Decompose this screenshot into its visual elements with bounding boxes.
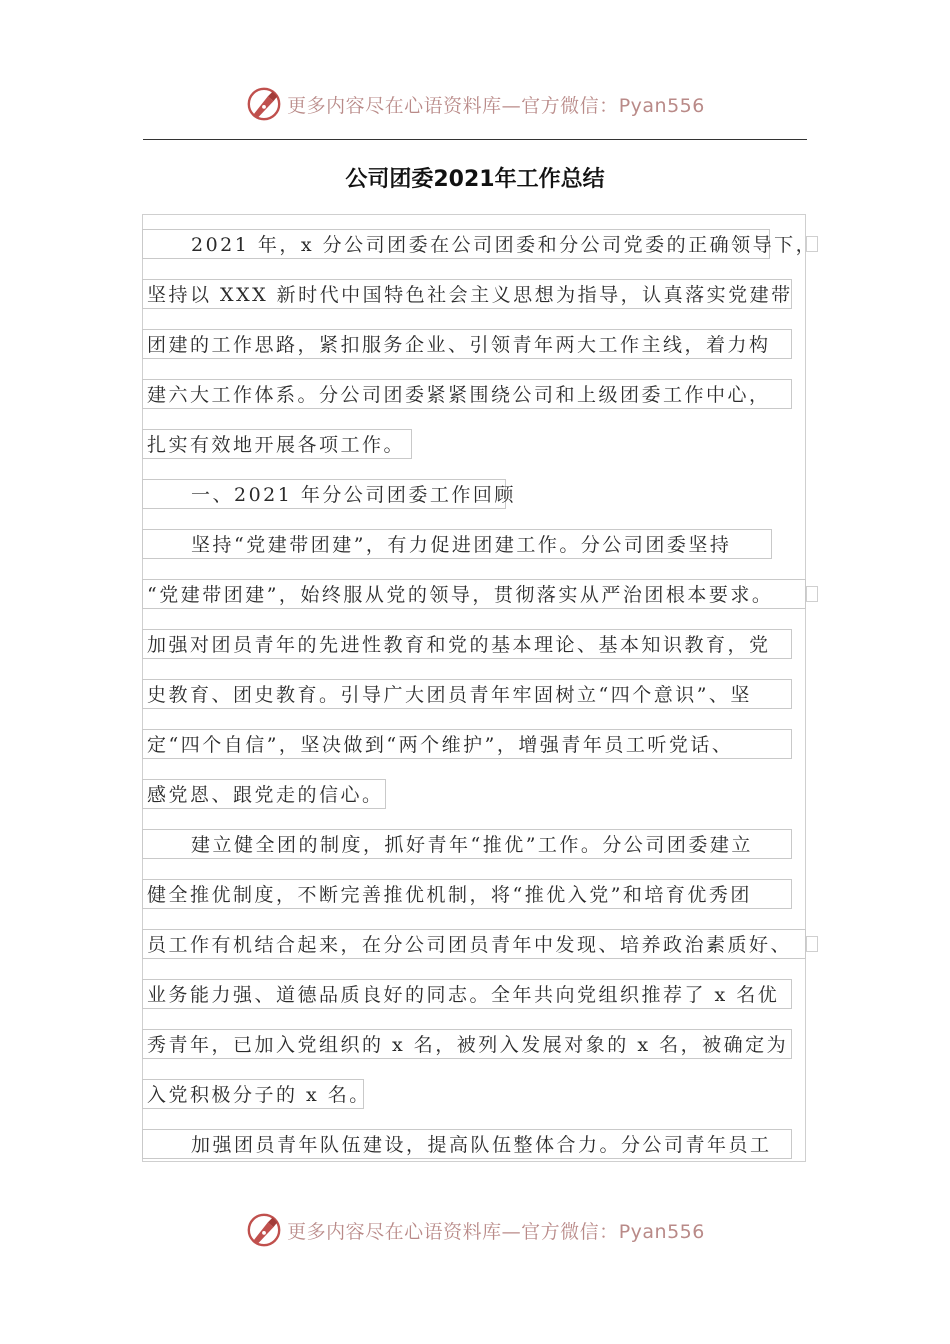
body-line: 定“四个自信”，坚决做到“两个维护”，增强青年员工听党话、 — [142, 729, 792, 759]
body-line: 扎实有效地开展各项工作。 — [142, 429, 412, 459]
header-watermark — [0, 84, 950, 124]
body-line: 一、2021 年分公司团委工作回顾 — [142, 479, 506, 509]
body-line: 团建的工作思路，紧扣服务企业、引领青年两大工作主线，着力构 — [142, 329, 792, 359]
body-line: 坚持以 XXX 新时代中国特色社会主义思想为指导，认真落实党建带 — [142, 279, 792, 309]
body-line: 业务能力强、道德品质良好的同志。全年共向党组织推荐了 x 名优 — [142, 979, 792, 1009]
footer-watermark — [0, 1210, 950, 1250]
header-divider — [143, 139, 807, 140]
watermark-text: 更多内容尽在心语资料库—官方微信：Pyan556 — [287, 1220, 705, 1243]
body-line: 感党恩、跟党走的信心。 — [142, 779, 386, 809]
body-line: 秀青年，已加入党组织的 x 名，被列入发展对象的 x 名，被确定为 — [142, 1029, 792, 1059]
document-title: 公司团委2021年工作总结 — [345, 167, 605, 192]
body-line: 加强团员青年队伍建设，提高队伍整体合力。分公司青年员工 — [142, 1129, 792, 1159]
body-line: 建六大工作体系。分公司团委紧紧围绕公司和上级团委工作中心， — [142, 379, 792, 409]
pen-nib-logo-icon — [245, 1211, 283, 1249]
body-line: 加强对团员青年的先进性教育和党的基本理论、基本知识教育，党 — [142, 629, 792, 659]
body-line: 员工作有机结合起来，在分公司团员青年中发现、培养政治素质好、 — [142, 929, 806, 959]
line-overhang-marker — [806, 936, 818, 952]
body-line: “党建带团建”，始终服从党的领导，贯彻落实从严治团根本要求。 — [142, 579, 806, 609]
body-line: 史教育、团史教育。引导广大团员青年牢固树立“四个意识”、坚 — [142, 679, 792, 709]
body-line: 建立健全团的制度，抓好青年“推优”工作。分公司团委建立 — [142, 829, 792, 859]
body-line: 健全推优制度，不断完善推优机制，将“推优入党”和培育优秀团 — [142, 879, 792, 909]
body-line: 2021 年，x 分公司团委在公司团委和分公司党委的正确领导下， — [142, 229, 770, 259]
body-line: 坚持“党建带团建”，有力促进团建工作。分公司团委坚持 — [142, 529, 772, 559]
line-overhang-marker — [806, 586, 818, 602]
line-overhang-marker — [806, 236, 818, 252]
body-line: 入党积极分子的 x 名。 — [142, 1079, 364, 1109]
watermark-text: 更多内容尽在心语资料库—官方微信：Pyan556 — [287, 94, 705, 117]
pen-nib-logo-icon — [245, 85, 283, 123]
